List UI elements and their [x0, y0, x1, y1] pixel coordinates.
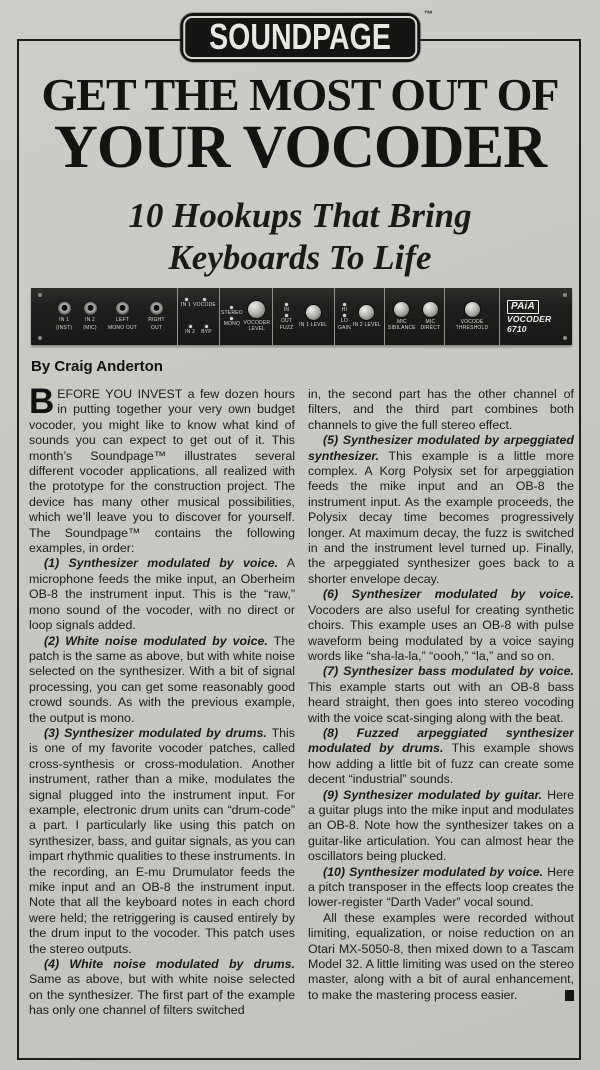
paragraph-1 [29, 556, 295, 633]
right-column [308, 387, 574, 1055]
paragraph-9 [308, 788, 574, 865]
vocoder-panel-photo [31, 288, 572, 345]
panel-vocoder-level-section [219, 288, 272, 345]
paragraph-lead: (3) Synthesizer modulated by drums. [44, 725, 267, 740]
brand-model-number: 6710 [507, 323, 527, 334]
jack-icon [84, 302, 97, 315]
knob-label: MIC DIRECT [420, 318, 441, 331]
paragraph-lead: (2) White noise modulated by voice. [44, 633, 268, 648]
closing-paragraph [308, 911, 574, 1003]
headline-line2: YOUR VOCODER [53, 114, 547, 181]
led-label: STEREO [221, 310, 243, 316]
led-label: MONO [223, 321, 241, 327]
led-icon [285, 303, 288, 306]
vocoder-level-knob [243, 301, 271, 333]
paragraph-text: Vocoders are also useful for creating synthetic choirs. This example uses an OB-8 with pulse waveform being modulated by a voice saying words like “sha-la-la,” “oooh,” “la,” and so on. [308, 602, 574, 663]
led-icon [343, 314, 346, 317]
jack-label: OUT [150, 325, 163, 331]
jack-label: RIGHT [148, 316, 165, 323]
panel-mic-section [384, 288, 444, 345]
led-label: FUZZ [279, 324, 294, 331]
paragraph-text: A microphone feeds the mike input, an Oberheim OB-8 the instrument input. This is the “raw,” mono sound of the vocoder, with no direct or loop signals added. [29, 556, 295, 633]
paragraph-text: Same as above, but with white noise selected on the synthesizer. The first part of the example has only one channel of filters switched [29, 972, 295, 1018]
knob-icon [465, 302, 480, 317]
in1-level-knob [299, 305, 327, 328]
led-vocode [193, 298, 216, 308]
panel-threshold-section [444, 288, 499, 345]
paragraph-lead: (9) Synthesizer modulated by guitar. [323, 787, 543, 802]
paragraph-text: This example shows how adding a little bit of fuzz can create some decent “industrial” sounds. [308, 741, 574, 787]
led-icon [185, 298, 188, 301]
led-in2 [185, 325, 195, 335]
brand-model-label: VOCODER [507, 314, 552, 324]
byline: By Craig Anderton [31, 358, 163, 375]
subtitle-line2: Keyboards To Life [168, 238, 432, 277]
jack-label: IN 2 [85, 316, 95, 323]
paragraph-text: This example starts out with an OB-8 bass heard straight, then goes into stereo vocoding with the voice scat-singing along with the beat. [308, 679, 574, 725]
led-icon [205, 325, 208, 328]
stereo-mono-leds [221, 306, 243, 327]
led-icon [285, 314, 288, 317]
knob-icon [423, 302, 438, 317]
paragraph-lead: (4) White noise modulated by drums. [44, 957, 295, 972]
jack-icon [116, 302, 129, 315]
vocode-threshold-knob [446, 302, 498, 332]
jack-left-mono-out [108, 302, 137, 332]
jack-label: (MIC) [83, 325, 97, 331]
paragraph-5 [308, 433, 574, 587]
paragraph-3 [29, 726, 295, 957]
led-label: BYP [201, 328, 212, 335]
led-label: VOCODE [193, 302, 216, 309]
led-label: OUT [280, 317, 293, 324]
led-icon [203, 298, 206, 301]
jack-label: IN 1 [59, 316, 70, 323]
subtitle-line1: 10 Hookups That Bring [128, 196, 472, 235]
knob-label: IN 1 LEVEL [299, 321, 328, 328]
knob-icon [248, 301, 265, 318]
paragraph-lead: (5) Synthesizer modulated by arpeggiated synthesizer. [308, 433, 574, 463]
panel-brand-section [499, 288, 571, 345]
end-of-article-mark [565, 990, 574, 1001]
paia-logo: PAiA [507, 300, 539, 314]
jack-in2 [83, 302, 97, 332]
led-byp [201, 325, 212, 335]
panel-jacks-section [31, 288, 177, 345]
jack-label: LEFT [115, 316, 129, 323]
intro-paragraph [29, 387, 295, 556]
in2-level-knob [353, 305, 381, 328]
paragraph-text: This example is a little more complex. A Korg Polysix set for arpeggiation feeds the mike input and an OB-8 the instrument input. As the example proceeds, the Polysix decay time becomes progressively longer. At maximum decay, the fuzz is switched in and the instrument level turned up. Finally, the arpeggiated synthesizer goes back to a shorter envelope decay. [308, 448, 574, 586]
mic-sibilance-knob [386, 302, 418, 332]
led-label: IN [283, 306, 290, 313]
paragraph-2 [29, 634, 295, 726]
jack-icon [150, 302, 163, 315]
led-label: LO [340, 317, 348, 324]
led-label: HI [341, 306, 348, 313]
soundpage-logo-box [180, 9, 433, 62]
paragraph-text: in, the second part has the other channel of filters, and the third part combines both channels to give the full stereo effect. [308, 387, 574, 432]
paragraph-7 [308, 664, 574, 726]
article-body [29, 387, 575, 1055]
led-label: IN 2 [185, 328, 196, 335]
led-icon [230, 306, 233, 309]
soundpage-logo-text: SOUNDPAGE [209, 15, 391, 58]
paragraph-6 [308, 587, 574, 664]
jack-label: (INST) [56, 325, 73, 331]
soundpage-logo-inner [183, 16, 417, 59]
paragraph-lead: (1) Synthesizer modulated by voice. [44, 556, 279, 571]
knob-icon [359, 305, 374, 320]
fuzz-leds [280, 303, 294, 331]
drop-cap: B [29, 387, 55, 421]
jack-icon [58, 302, 71, 315]
paragraph-text: Here a guitar plugs into the mike input and modulates an OB-8. Note how the synthesizer takes on a guitar-like articulation. You can almost hear the oscillators being plucked. [308, 787, 574, 864]
paragraph-text: This is one of my favorite vocoder patches, called cross-synthesis or cross-modulation. Another instrument, rather than a mike, modulates the signal plugged into the instrument input. For example, electronic drum units can “drum-code” a part. I particularly like using this patch on synthesizer, bass, and guitar signals, as you can impart rhythmic qualities to these instruments. In the recording, an E-mu Drumulator feeds the mike input and an OB-8 the instrument input. Note that all the keyboard notes in each chord were held; the retriggering is caused entirely by the drum input to the vocoder. This patch uses the stereo outputs. [29, 725, 295, 956]
jack-label: MONO OUT [107, 325, 138, 331]
led-icon [230, 317, 233, 320]
led-label: GAIN [337, 324, 351, 331]
led-label: IN 1 [181, 302, 192, 309]
panel-vocode-led-section [177, 288, 219, 345]
led-icon [189, 325, 192, 328]
mic-direct-knob [418, 302, 443, 332]
paragraph-lead: (7) Synthesizer bass modulated by voice. [323, 664, 574, 679]
knob-icon [394, 302, 409, 317]
paragraph-4-continued [308, 387, 574, 433]
left-column [29, 387, 295, 1055]
paragraph-lead: (8) Fuzzed arpeggiated synthesizer modulated by drums. [308, 725, 574, 756]
paragraph-text: All these examples were recorded without limiting, equalization, or noise reduction on an Otari MX-5050-8, then mixed down to a Tascam Model 32. A little limiting was used on the stereo master, along with a bit of aural enhancement, to make the mastering process easier. [308, 910, 574, 1002]
panel-fuzz-in1-section [272, 288, 334, 345]
soundpage-logo [180, 9, 433, 62]
knob-label: VOCODER LEVEL [243, 319, 271, 332]
trademark-symbol: ™ [423, 9, 433, 19]
knob-label: MIC SIBILANCE [387, 318, 416, 331]
jack-in1 [56, 302, 72, 332]
paragraph-lead: (10) Synthesizer modulated by voice. [323, 864, 544, 879]
panel-gain-in2-section [334, 288, 384, 345]
knob-icon [306, 305, 321, 320]
paragraph-10 [308, 865, 574, 911]
paragraph-4 [29, 957, 295, 1019]
knob-label: IN 2 LEVEL [352, 321, 382, 328]
jack-right-out [148, 302, 165, 332]
paragraph-lead: (6) Synthesizer modulated by voice. [323, 587, 574, 602]
gain-leds [338, 303, 351, 331]
headline-line1: GET THE MOST OUT OF [41, 69, 559, 120]
paragraph-8 [308, 726, 574, 788]
paragraph-text: EFORE YOU INVEST a few dozen hours in putting together your very own budget vocoder, you might like to know what kind of sounds you can expect to get out of it. This month’s Soundpage™ illustrates several different vocoder applications, all realized with the prototype for the construction project. The device has many other musical possibilities, which we’ll leave you to discover for yourself. The Soundpage™ contains the following examples, in order: [29, 387, 295, 556]
knob-label: VOCODE THRESHOLD [455, 318, 489, 331]
paragraph-text: Here a pitch transposer in the effects loop creates the lower-register “Darth Vader” vocal sound. [308, 864, 574, 910]
paragraph-text: The patch is the same as above, but with white noise selected on the synthesizer. With a bit of signal processing, you can get some reasonably good crowd sounds. As with the previous example, the output is mono. [29, 633, 295, 725]
led-in1 [181, 298, 191, 308]
led-icon [343, 303, 346, 306]
